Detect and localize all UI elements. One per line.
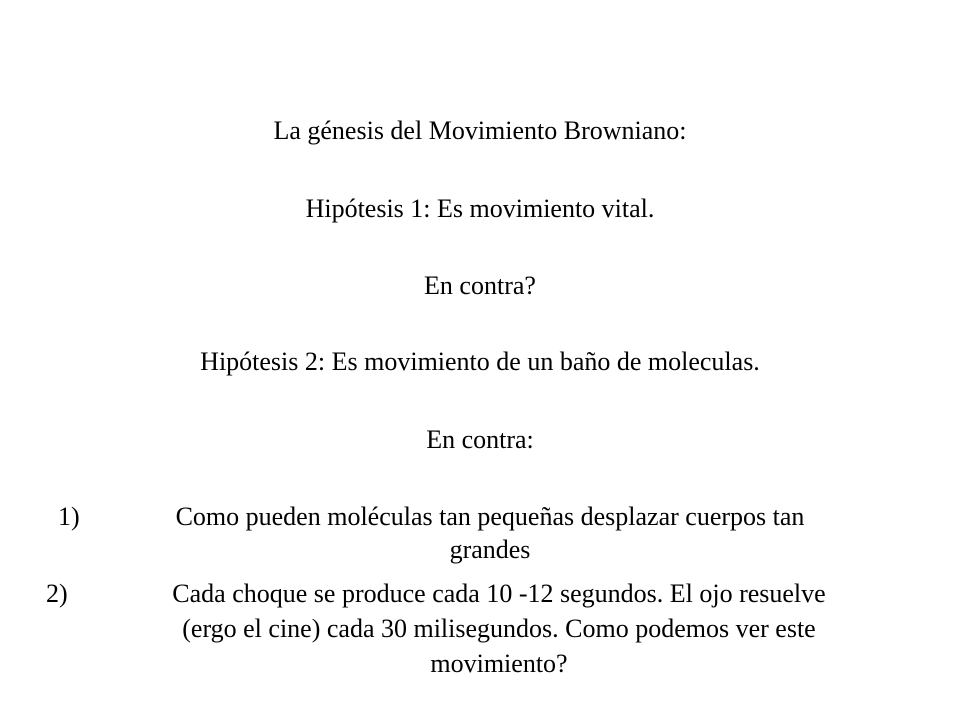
list-item-line: (ergo el cine) cada 30 milisegundos. Como podemos ver este — [182, 614, 816, 643]
against-1: En contra? — [424, 271, 536, 300]
against-2: En contra: — [426, 425, 534, 454]
hypothesis-1: Hipótesis 1: Es movimiento vital. — [305, 194, 655, 223]
list-item-line: Como pueden moléculas tan pequeñas desplazar cuerpos tan — [175, 502, 805, 531]
list-marker: 1) — [58, 502, 80, 531]
list-marker: 2) — [46, 579, 68, 608]
list-item-line: Cada choque se produce cada 10 -12 segundos. El ojo resuelve — [172, 579, 826, 608]
list-item-line: grandes — [449, 535, 531, 564]
list-item-line: movimiento? — [430, 649, 568, 678]
hypothesis-2: Hipótesis 2: Es movimiento de un baño de moleculas. — [200, 347, 760, 376]
slide-title: La génesis del Movimiento Browniano: — [273, 116, 687, 145]
